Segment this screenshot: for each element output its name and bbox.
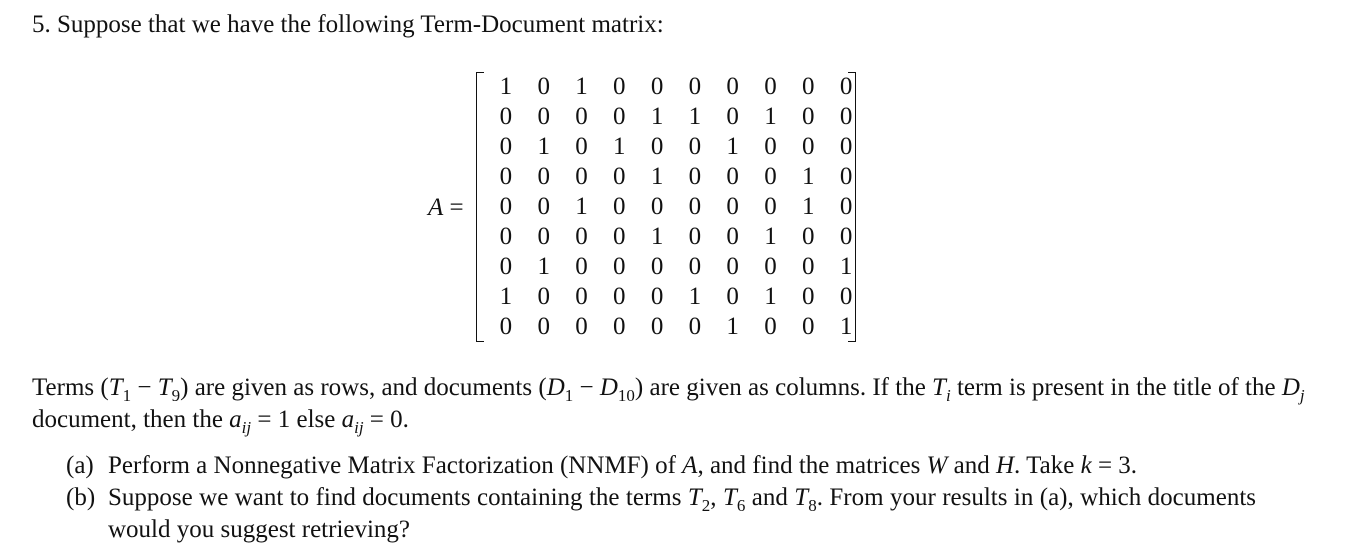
- matrix-cell: 0: [839, 283, 853, 310]
- matrix-cell: 0: [499, 253, 513, 280]
- matrix-cell: 0: [650, 73, 664, 100]
- matrix-cell: 0: [839, 73, 853, 100]
- matrix-cell: 0: [764, 193, 777, 220]
- matrix-cell: 0: [499, 103, 513, 130]
- matrix-cell: 1: [726, 133, 739, 160]
- matrix-cell: 1: [688, 283, 702, 310]
- matrix-cell: 0: [650, 313, 664, 340]
- matrix-cell: 0: [688, 223, 702, 250]
- matrix-cell: 0: [499, 223, 513, 250]
- matrix-cell: 0: [537, 283, 550, 310]
- matrix-cell: 1: [726, 313, 739, 340]
- matrix-cell: 1: [537, 133, 550, 160]
- matrix-left-bracket: [476, 72, 484, 342]
- matrix-cell: 0: [839, 163, 853, 190]
- matrix-cell: 0: [688, 193, 702, 220]
- matrix-name: A: [428, 194, 444, 221]
- matrix-cell: 0: [839, 103, 853, 130]
- matrix-cell: 1: [688, 103, 702, 130]
- matrix-cell: 1: [537, 253, 550, 280]
- matrix-cell: 0: [650, 253, 664, 280]
- matrix-cell: 0: [575, 253, 588, 280]
- matrix-cell: 0: [802, 283, 815, 310]
- matrix-cell: 1: [650, 163, 664, 190]
- matrix-cell: 0: [726, 193, 739, 220]
- matrix-cell: 0: [613, 103, 626, 130]
- matrix-cell: 0: [537, 223, 550, 250]
- matrix-cell: 0: [499, 193, 513, 220]
- matrix-cell: 0: [575, 103, 588, 130]
- matrix-cell: 1: [575, 73, 588, 100]
- matrix-cell: 0: [575, 163, 588, 190]
- matrix-cell: 0: [839, 223, 853, 250]
- matrix-cell: 0: [802, 103, 815, 130]
- matrix-cell: 1: [802, 193, 815, 220]
- matrix-cell: 0: [726, 283, 739, 310]
- matrix-cell: 0: [613, 73, 626, 100]
- matrix-cell: 1: [650, 223, 664, 250]
- description-paragraph: Terms $(T_1 - T_9)$ are given as rows, and documents $(D_1 - D_{10})$ are given as columns. If the $T_i$ term is present in the title of the $D_j$ document, then the $a_{ij} = 1$ else $a_{ij} = 0$.: [32, 374, 1305, 437]
- matrix-cell: 1: [839, 313, 853, 340]
- matrix-cell: 1: [575, 193, 588, 220]
- matrix-cell: 0: [688, 163, 702, 190]
- matrix-cell: 0: [764, 133, 777, 160]
- matrix-label: [428, 193, 464, 223]
- matrix-cell: 0: [537, 163, 550, 190]
- matrix-cell: 0: [726, 253, 739, 280]
- item-marker-a: (a): [66, 452, 94, 479]
- matrix-cell: 0: [613, 223, 626, 250]
- matrix-cell: 0: [575, 223, 588, 250]
- matrix-cell: 1: [764, 283, 777, 310]
- matrix-cell: 0: [802, 313, 815, 340]
- matrix-cell: 0: [537, 313, 550, 340]
- matrix-cell: 0: [499, 163, 513, 190]
- problem-heading: 5. Suppose that we have the following Term-Document matrix:: [32, 11, 664, 38]
- matrix-cell: 0: [499, 313, 513, 340]
- matrix-cell: 0: [650, 193, 664, 220]
- matrix-cell: 0: [688, 253, 702, 280]
- matrix-cell: 0: [688, 73, 702, 100]
- matrix-cell: 0: [764, 253, 777, 280]
- matrix-cell: 1: [839, 253, 853, 280]
- matrix-cell: 0: [839, 133, 853, 160]
- matrix-cell: 0: [726, 163, 739, 190]
- matrix-cell: 0: [726, 73, 739, 100]
- matrix-cell: 0: [764, 73, 777, 100]
- matrix-cell: 1: [499, 73, 513, 100]
- matrix-cell: 1: [764, 223, 777, 250]
- matrix-cell: 1: [764, 103, 777, 130]
- matrix-cell: 0: [802, 133, 815, 160]
- matrix-cell: 0: [613, 313, 626, 340]
- term-document-matrix: [487, 72, 865, 342]
- matrix-cell: 0: [575, 283, 588, 310]
- matrix-cell: 0: [537, 193, 550, 220]
- matrix-cell: 0: [688, 133, 702, 160]
- question-item-b: (b) Suppose we want to find documents containing the terms $T_2$, $T_6$ and $T_8$. From your results in (a), which documents would you suggest retrieving?: [66, 484, 1256, 543]
- matrix-cell: 1: [802, 163, 815, 190]
- question-item-a: (a) Perform a Nonnegative Matrix Factorization (NNMF) of A, and find the matrices W and H. Take k = 3.: [66, 450, 1256, 482]
- matrix-cell: 0: [764, 313, 777, 340]
- matrix-cell: 0: [499, 133, 513, 160]
- matrix-cell: 0: [802, 73, 815, 100]
- matrix-cell: 0: [726, 103, 739, 130]
- matrix-cell: 0: [613, 163, 626, 190]
- matrix-cell: 0: [613, 283, 626, 310]
- equals-sign: =: [449, 194, 464, 221]
- matrix-right-bracket: [848, 72, 856, 342]
- matrix-cell: 0: [802, 253, 815, 280]
- matrix-cell: 0: [650, 283, 664, 310]
- matrix-cell: 0: [839, 193, 853, 220]
- matrix-cell: 1: [650, 103, 664, 130]
- matrix-cell: 0: [537, 103, 550, 130]
- matrix-cell: 0: [802, 223, 815, 250]
- matrix-cell: 0: [575, 133, 588, 160]
- matrix-cell: 0: [650, 133, 664, 160]
- matrix-cell: 0: [613, 193, 626, 220]
- matrix-cell: 0: [764, 163, 777, 190]
- matrix-cell: 0: [575, 313, 588, 340]
- item-marker-b: (b): [66, 484, 96, 511]
- matrix-cell: 1: [499, 283, 513, 310]
- question-list: [66, 450, 1256, 546]
- matrix-cell: 0: [613, 253, 626, 280]
- matrix-cell: 1: [613, 133, 626, 160]
- matrix-cell: 0: [726, 223, 739, 250]
- matrix-cell: 0: [537, 73, 550, 100]
- matrix-cell: 0: [688, 313, 702, 340]
